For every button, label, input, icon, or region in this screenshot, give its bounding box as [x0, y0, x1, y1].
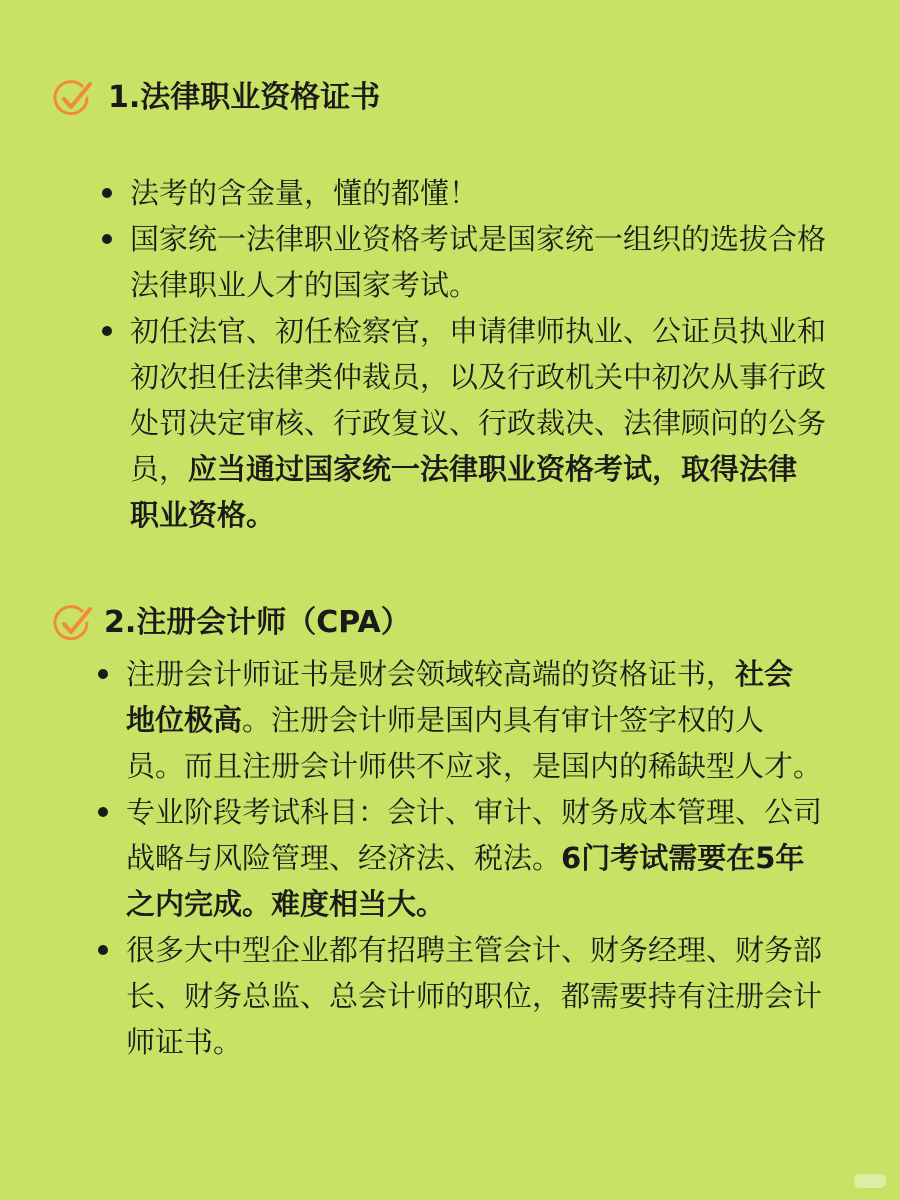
list-item: 专业阶段考试科目：会计、审计、财务成本管理、公司战略与风险管理、经济法、税法。6门考试需要在5年之内完成。难度相当大。	[92, 789, 822, 927]
bullet-list	[96, 170, 826, 538]
list-item: 国家统一法律职业资格考试是国家统一组织的选拔合格法律职业人才的国家考试。	[96, 216, 826, 308]
list-item: 注册会计师证书是财会领域较高端的资格证书，社会地位极高。注册会计师是国内具有审计签字权的人员。而且注册会计师供不应求，是国内的稀缺型人才。	[92, 651, 822, 789]
check-circle-icon	[52, 603, 94, 645]
list-item: 法考的含金量，懂的都懂！	[96, 170, 826, 216]
section-title: 2.注册会计师（CPA）	[104, 605, 411, 640]
section-heading	[0, 597, 900, 649]
emphasis-text: 6门考试需要在5年之内完成。难度相当大。	[126, 841, 805, 921]
list-item: 初任法官、初任检察官，申请律师执业、公证员执业和初次担任法律类仲裁员，以及行政机关中初次从事行政处罚决定审核、行政复议、行政裁决、法律顾问的公务员，应当通过国家统一法律职业资格考试，取得法律职业资格。	[96, 308, 826, 538]
list-item: 很多大中型企业都有招聘主管会计、财务经理、财务部长、财务总监、总会计师的职位，都需要持有注册会计师证书。	[92, 927, 822, 1065]
section-legal-qualification	[0, 72, 900, 532]
bullet-list	[92, 651, 822, 1065]
section-heading	[0, 72, 900, 124]
section-cpa	[0, 597, 900, 1059]
emphasis-text: 应当通过国家统一法律职业资格考试，取得法律职业资格。	[130, 452, 798, 532]
watermark-badge	[854, 1174, 886, 1188]
emphasis-text: 社会地位极高	[126, 657, 794, 737]
check-circle-icon	[52, 78, 94, 120]
section-title: 1.法律职业资格证书	[108, 80, 381, 115]
